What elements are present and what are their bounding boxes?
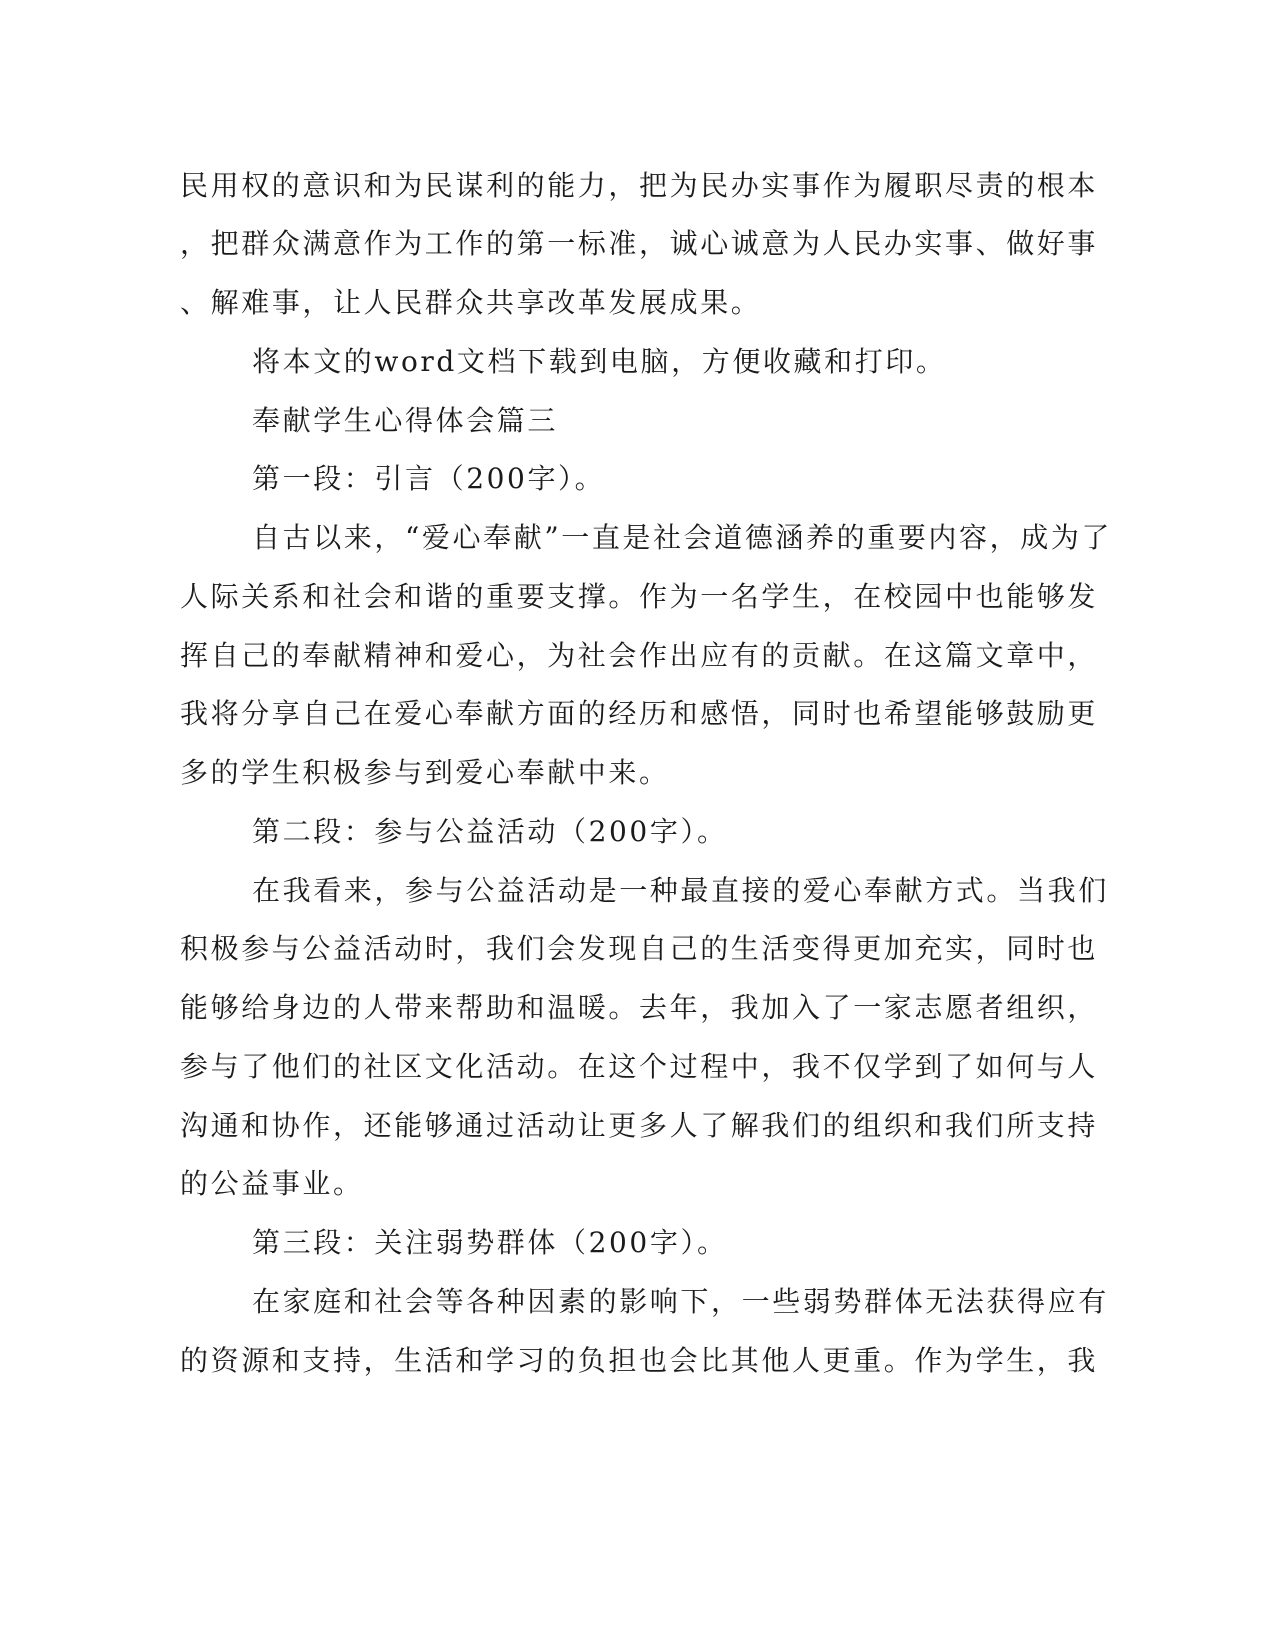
article-title: 奉献学生心得体会篇三 [252, 404, 559, 437]
text-line: 在我看来，参与公益活动是一种最直接的爱心奉献方式。当我们 [252, 874, 1109, 907]
text-line: 参与了他们的社区文化活动。在这个过程中，我不仅学到了如何与人 [180, 1050, 1099, 1083]
text-line: 积极参与公益活动时，我们会发现自己的生活变得更加充实，同时也 [180, 932, 1099, 965]
section-heading: 第一段：引言（200字）。 [252, 462, 606, 495]
section-heading: 第三段：关注弱势群体（200字）。 [252, 1226, 728, 1259]
text-line: 在家庭和社会等各种因素的影响下，一些弱势群体无法获得应有 [252, 1285, 1109, 1318]
text-line: 多的学生积极参与到爱心奉献中来。 [180, 756, 670, 789]
text-line: 沟通和协作，还能够通过活动让更多人了解我们的组织和我们所支持 [180, 1109, 1099, 1142]
text-line: 能够给身边的人带来帮助和温暖。去年，我加入了一家志愿者组织， [180, 991, 1099, 1024]
text-line: 民用权的意识和为民谋利的能力，把为民办实事作为履职尽责的根本 [180, 169, 1099, 202]
text-line: 的公益事业。 [180, 1167, 364, 1200]
download-note: 将本文的word文档下载到电脑，方便收藏和打印。 [252, 345, 947, 378]
text-line: 挥自己的奉献精神和爱心，为社会作出应有的贡献。在这篇文章中， [180, 639, 1099, 672]
text-line: 人际关系和社会和谐的重要支撑。作为一名学生，在校园中也能够发 [180, 580, 1099, 613]
text-line: 的资源和支持，生活和学习的负担也会比其他人更重。作为学生，我 [180, 1344, 1099, 1377]
text-line: ，把群众满意作为工作的第一标准，诚心诚意为人民办实事、做好事 [180, 227, 1099, 260]
text-line: 自古以来，“爱心奉献”一直是社会道德涵养的重要内容，成为了 [252, 521, 1113, 554]
text-line: 我将分享自己在爱心奉献方面的经历和感悟，同时也希望能够鼓励更 [180, 697, 1099, 730]
section-heading: 第二段：参与公益活动（200字）。 [252, 815, 728, 848]
text-line: 、解难事，让人民群众共享改革发展成果。 [180, 286, 762, 319]
